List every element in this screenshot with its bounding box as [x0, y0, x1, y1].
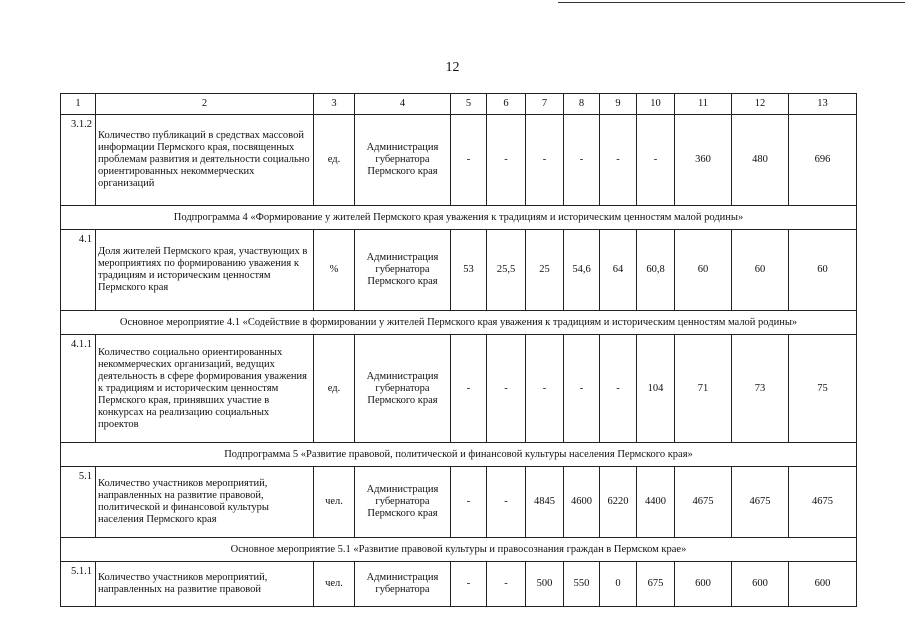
- indicator-name: Доля жителей Пермского края, участвующих в мероприятиях по формированию уважения к традициям и историческим ценностям Пермского края: [96, 230, 314, 311]
- section-row: [61, 206, 857, 230]
- indicator-name: Количество участников мероприятий, направленных на развитие правовой, политической и финансовой культуры населения Пермского края: [96, 467, 314, 538]
- value-cell: 53: [451, 230, 487, 311]
- header-cell: 3: [314, 94, 355, 115]
- header-cell: 11: [675, 94, 732, 115]
- section-row: [61, 311, 857, 335]
- value-cell: -: [487, 467, 526, 538]
- header-cell: 1: [61, 94, 96, 115]
- value-cell: -: [487, 115, 526, 206]
- value-cell: -: [451, 562, 487, 607]
- value-cell: 71: [675, 335, 732, 443]
- value-cell: 6220: [600, 467, 637, 538]
- row-index: 4.1: [61, 230, 96, 311]
- value-cell: 54,6: [564, 230, 600, 311]
- header-cell: 8: [564, 94, 600, 115]
- executor-cell: Администрация губернатора: [355, 562, 451, 607]
- value-cell: 360: [675, 115, 732, 206]
- unit-cell: чел.: [314, 467, 355, 538]
- unit-cell: ед.: [314, 335, 355, 443]
- header-cell: 5: [451, 94, 487, 115]
- value-cell: -: [451, 467, 487, 538]
- header-cell: 10: [637, 94, 675, 115]
- value-cell: 675: [637, 562, 675, 607]
- value-cell: 4600: [564, 467, 600, 538]
- value-cell: -: [526, 115, 564, 206]
- header-cell: 12: [732, 94, 789, 115]
- value-cell: 104: [637, 335, 675, 443]
- value-cell: 4845: [526, 467, 564, 538]
- executor-cell: Администрация губернатора Пермского края: [355, 230, 451, 311]
- value-cell: -: [600, 335, 637, 443]
- value-cell: 73: [732, 335, 789, 443]
- value-cell: -: [564, 115, 600, 206]
- value-cell: 480: [732, 115, 789, 206]
- page-number: 12: [445, 60, 460, 75]
- value-cell: 4400: [637, 467, 675, 538]
- header-cell: 4: [355, 94, 451, 115]
- section-title: Подпрограмма 5 «Развитие правовой, политической и финансовой культуры населения Пермского края»: [61, 443, 857, 467]
- header-cell: 2: [96, 94, 314, 115]
- value-cell: -: [451, 115, 487, 206]
- section-row: [61, 443, 857, 467]
- header-cell: 6: [487, 94, 526, 115]
- section-title: Основное мероприятие 4.1 «Содействие в формировании у жителей Пермского края уважения к традициям и историческим ценностям малой родины»: [61, 311, 857, 335]
- section-title: Подпрограмма 4 «Формирование у жителей Пермского края уважения к традициям и историческим ценностям малой родины»: [61, 206, 857, 230]
- value-cell: 25,5: [487, 230, 526, 311]
- value-cell: 550: [564, 562, 600, 607]
- executor-cell: Администрация губернатора Пермского края: [355, 335, 451, 443]
- value-cell: 75: [789, 335, 857, 443]
- value-cell: 600: [675, 562, 732, 607]
- value-cell: 25: [526, 230, 564, 311]
- indicator-name: Количество публикаций в средствах массовой информации Пермского края, посвященных проблемам развития и деятельности социально ориентированных некоммерческих организаций: [96, 115, 314, 206]
- value-cell: 4675: [732, 467, 789, 538]
- value-cell: -: [487, 335, 526, 443]
- row-index: 5.1.1: [61, 562, 96, 607]
- table-row: [61, 335, 857, 443]
- value-cell: 64: [600, 230, 637, 311]
- value-cell: 0: [600, 562, 637, 607]
- value-cell: -: [600, 115, 637, 206]
- value-cell: 500: [526, 562, 564, 607]
- header-row: [61, 94, 857, 115]
- row-index: 3.1.2: [61, 115, 96, 206]
- value-cell: -: [526, 335, 564, 443]
- table-row: [61, 562, 857, 607]
- table-row: [61, 115, 857, 206]
- header-cell: 7: [526, 94, 564, 115]
- executor-cell: Администрация губернатора Пермского края: [355, 115, 451, 206]
- value-cell: 600: [789, 562, 857, 607]
- value-cell: -: [564, 335, 600, 443]
- top-rule: [558, 2, 905, 3]
- value-cell: 600: [732, 562, 789, 607]
- row-index: 4.1.1: [61, 335, 96, 443]
- value-cell: 60: [675, 230, 732, 311]
- row-index: 5.1: [61, 467, 96, 538]
- table-row: [61, 467, 857, 538]
- value-cell: 60,8: [637, 230, 675, 311]
- value-cell: 4675: [789, 467, 857, 538]
- value-cell: -: [637, 115, 675, 206]
- value-cell: -: [487, 562, 526, 607]
- value-cell: 60: [732, 230, 789, 311]
- header-cell: 13: [789, 94, 857, 115]
- indicator-name: Количество участников мероприятий, направленных на развитие правовой: [96, 562, 314, 607]
- unit-cell: ед.: [314, 115, 355, 206]
- value-cell: 4675: [675, 467, 732, 538]
- section-title: Основное мероприятие 5.1 «Развитие правовой культуры и правосознания граждан в Пермском крае»: [61, 538, 857, 562]
- value-cell: 60: [789, 230, 857, 311]
- value-cell: -: [451, 335, 487, 443]
- value-cell: 696: [789, 115, 857, 206]
- executor-cell: Администрация губернатора Пермского края: [355, 467, 451, 538]
- unit-cell: чел.: [314, 562, 355, 607]
- table-row: [61, 230, 857, 311]
- unit-cell: %: [314, 230, 355, 311]
- section-row: [61, 538, 857, 562]
- indicators-table: [60, 93, 857, 607]
- indicator-name: Количество социально ориентированных некоммерческих организаций, ведущих деятельность в сфере формирования уважения к традициям и историческим ценностям Пермского края, принявших участие в конкурсах на реализацию социальных проектов: [96, 335, 314, 443]
- header-cell: 9: [600, 94, 637, 115]
